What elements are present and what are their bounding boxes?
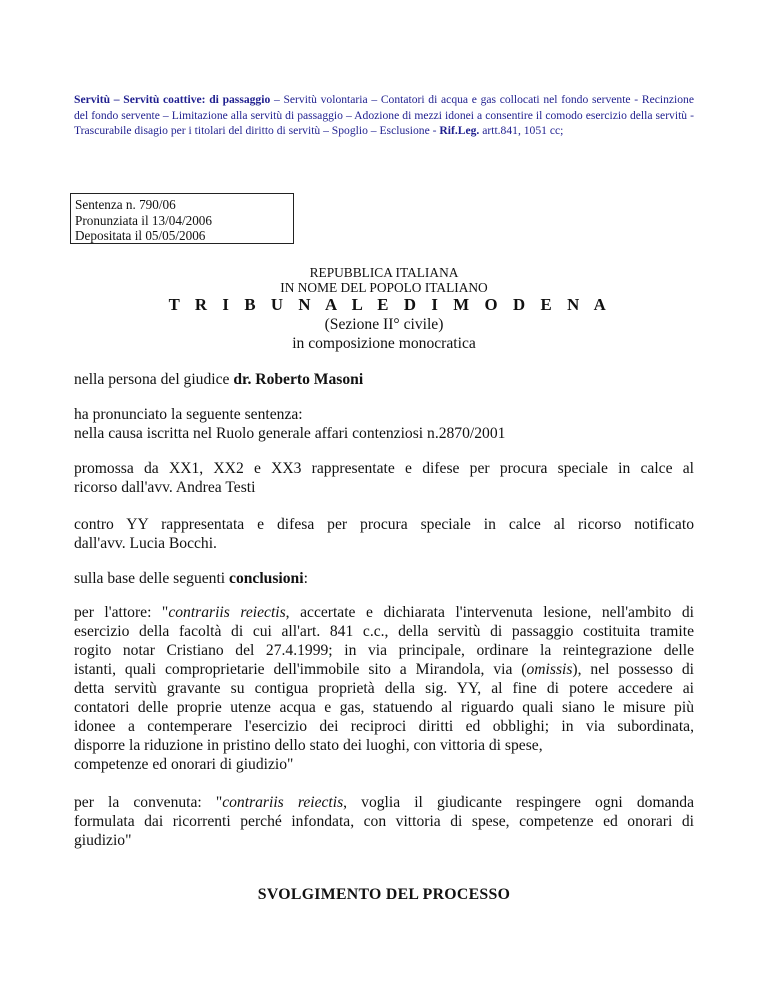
attore-conclusioni: [74, 603, 694, 774]
convenuta-line-3: giudizio": [74, 832, 132, 849]
attore-line-7: idonee a contemperare l'esercizio dei reciproci diritti ed obblighi; in via subordinata,: [74, 718, 694, 735]
contro-line-2: dall'avv. Lucia Bocchi.: [74, 535, 217, 552]
pronunciato-line-2: nella causa iscritta nel Ruolo generale affari contenziosi n.2870/2001: [74, 425, 506, 442]
conclusioni-prefix: sulla base delle seguenti: [74, 570, 230, 587]
conclusioni-colon: :: [303, 570, 308, 587]
attore-line-1: [74, 603, 694, 622]
pronunziata-date: Pronunziata il 13/04/2006: [75, 212, 212, 228]
sentenza-number: Sentenza n. 790/06: [75, 197, 176, 212]
attore-line-4: [74, 660, 694, 679]
massima-body: – Servitù volontaria – Contatori di acqua e gas collocati nel fondo servente - Recinzione del fondo servente – Limitazione alla servitù di passaggio – Adozione di mezzi idonei a consentire il comodo esercizio della servitù - Trascurabile disagio per i titolari del diritto di servitù – Spoglio – Esclusione -: [74, 93, 694, 137]
promossa-line-2: ricorso dall'avv. Andrea Testi: [74, 479, 256, 496]
pronunciato-line-1: ha pronunciato la seguente sentenza:: [74, 406, 303, 423]
attore-line-1-a: per l'attore: ": [74, 604, 169, 621]
attore-line-6: contatori delle proprie utenze acqua e gas, statuendo al riguardo quali siano le misure più: [74, 699, 694, 716]
attore-line-9: competenze ed onorari di giudizio": [74, 756, 294, 773]
convenuta-line-2: formulata dai ricorrenti perché infondata, con vittoria di spese, competenze ed onorari di: [74, 813, 694, 830]
giudice-prefix: nella persona del giudice: [74, 371, 234, 388]
attore-line-4-a: istanti, quali comproprietarie dell'immobile sito a Mirandola, via (: [74, 661, 527, 678]
promossa-line-1: promossa da XX1, XX2 e XX3 rappresentate e difese per procura speciale in calce al: [74, 460, 694, 477]
tribunale-heading: T R I B U N A L E D I M O D E N A: [168, 295, 612, 314]
attore-line-4-italic: omissis: [526, 661, 573, 678]
convenuta-line-1: [74, 793, 694, 812]
giudice-paragraph: [74, 370, 694, 389]
composizione-heading: in composizione monocratica: [292, 335, 476, 352]
nome-popolo-heading: IN NOME DEL POPOLO ITALIANO: [280, 280, 488, 295]
attore-line-8: disporre la riduzione in pristino dello stato dei luoghi, con vittoria di spese,: [74, 737, 543, 754]
attore-line-3: rogito notar Cristiano del 27.4.1999; in via principale, ordinare la reintegrazione delle: [74, 642, 694, 659]
massima-bold-lead: Servitù – Servitù coattive: di passaggio: [74, 93, 271, 106]
contro-line-1: contro YY rappresentata e difesa per procura speciale in calce al ricorso notificato: [74, 516, 694, 533]
massima-rif-leg: Rif.Leg.: [439, 124, 480, 137]
convenuta-line-1-italic: contrariis reiectis: [222, 794, 344, 811]
attore-line-4-b: ), nel possesso di: [572, 661, 694, 678]
contro-paragraph: [74, 515, 694, 553]
depositata-date: Depositata il 05/05/2006: [75, 228, 206, 244]
sentenza-info-box: [70, 193, 294, 244]
svolgimento-section-title: SVOLGIMENTO DEL PROCESSO: [257, 886, 511, 903]
conclusioni-label: conclusioni: [229, 570, 304, 587]
attore-line-1-italic: contrariis reiectis: [168, 604, 286, 621]
convenuta-line-1-a: per la convenuta: ": [74, 794, 223, 811]
sezione-heading: (Sezione II° civile): [324, 316, 444, 333]
attore-line-5: detta servitù gravante su contigua proprietà della sig. YY, al fine di potere accedere ai: [74, 680, 694, 697]
conclusioni-intro: [74, 569, 694, 588]
pronunciato-paragraph: [74, 405, 694, 443]
promossa-paragraph: [74, 459, 694, 497]
attore-line-2: esercizio della facoltà di cui all'art. 841 c.c., della servitù di passaggio costituita tramite: [74, 623, 694, 640]
attore-line-1-b: , accertate e dichiarata l'intervenuta lesione, nell'ambito di: [285, 604, 695, 621]
massima-tail: artt.841, 1051 cc;: [479, 124, 564, 137]
massima-summary: [74, 92, 694, 139]
repubblica-heading: REPUBBLICA ITALIANA: [309, 265, 459, 280]
giudice-name: dr. Roberto Masoni: [233, 371, 364, 388]
convenuta-line-1-b: , voglia il giudicante respingere ogni domanda: [343, 794, 695, 811]
convenuta-conclusioni: [74, 793, 694, 850]
